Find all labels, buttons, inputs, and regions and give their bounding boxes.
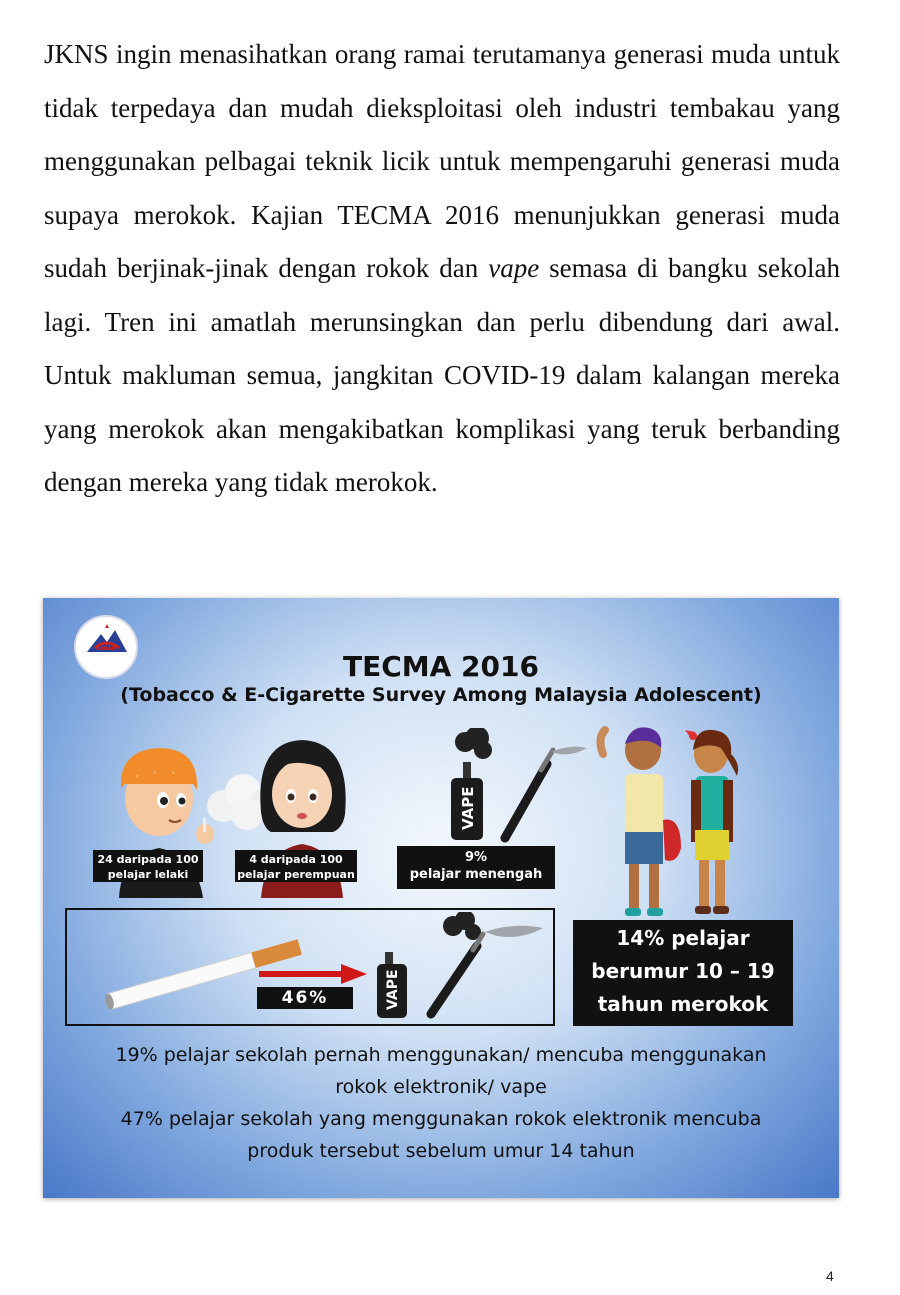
bottom-stat-line3: 47% pelajar sekolah yang menggunakan rokok elektronik mencuba <box>120 1108 762 1130</box>
vape-device-bottom-icon <box>377 912 547 1020</box>
infographic-subtitle: (Tobacco & E-Cigarette Survey Among Malaysia Adolescent) <box>120 684 762 706</box>
vape-stat-line2: pelajar menengah <box>409 867 543 882</box>
vape-stat-line1: 9% <box>464 850 488 865</box>
bottom-stat-line2: rokok elektronik/ vape <box>335 1076 547 1098</box>
tecma-infographic <box>43 598 839 1198</box>
girl-stat-line1: 4 daripada 100 <box>249 853 343 866</box>
paragraph-italic-vape: vape <box>488 253 540 283</box>
stat-box-14-percent <box>573 920 793 1026</box>
boy-stat-line2: pelajar lelaki <box>107 868 189 881</box>
vape-text-bottom: VAPE <box>385 969 401 1010</box>
infographic-title: TECMA 2016 <box>343 650 539 683</box>
girl-stat-label <box>235 850 357 882</box>
paragraph-text-2: semasa di bangku sekolah lagi. Tren ini amatlah merunsingkan dan perlu dibendung dari awal. Untuk makluman semua, jangkitan COVID-19 dalam kalangan mereka yang merokok akan mengakibatkan komplikasi yang teruk berbanding dengan mereka yang tidak merokok. <box>44 253 840 497</box>
page-number: 4 <box>826 1268 834 1284</box>
girl-stat-line2: pelajar perempuan <box>237 868 355 881</box>
students-icon <box>591 724 761 924</box>
boy-stat-label <box>93 850 203 882</box>
stat-box-line3: tahun merokok <box>597 992 769 1016</box>
stat-box-line2: berumur 10 – 19 <box>591 959 775 983</box>
boy-stat-line1: 24 daripada 100 <box>97 853 199 866</box>
body-paragraph <box>44 28 840 510</box>
arrow-right-icon <box>257 963 369 985</box>
vape-stat-label <box>397 846 555 889</box>
logo-text: SABAH <box>96 646 116 652</box>
bottom-stat-line4: produk tersebut sebelum umur 14 tahun <box>247 1140 635 1162</box>
stat-box-line1: 14% pelajar <box>616 926 750 950</box>
vape-text-top: VAPE <box>459 786 477 830</box>
paragraph-text-1: JKNS ingin menasihatkan orang ramai terutamanya generasi muda untuk tidak terpedaya dan mudah dieksploitasi oleh industri tembakau yang menggunakan pelbagai teknik licik untuk mempengaruhi generasi muda supaya merokok. Kajian TECMA 2016 menunjukkan generasi muda sudah berjinak-jinak dengan rokok dan <box>44 39 840 283</box>
vape-device-icon <box>441 728 591 848</box>
bottom-stat-line1: 19% pelajar sekolah pernah menggunakan/ mencuba menggunakan <box>115 1044 767 1066</box>
cigarette-to-vape-percent: 46% <box>257 987 353 1009</box>
